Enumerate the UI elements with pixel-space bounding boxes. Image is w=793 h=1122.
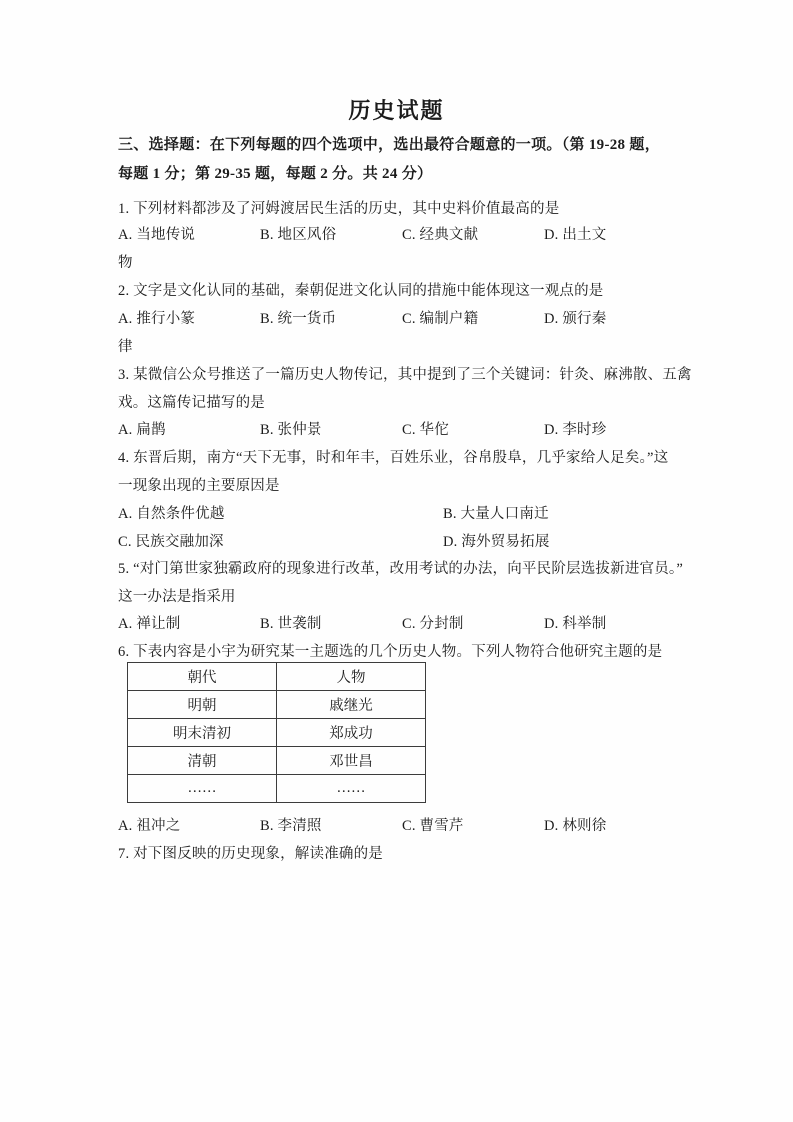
question-2-text: 2. 文字是文化认同的基础，秦朝促进文化认同的措施中能体现这一观点的是 — [118, 283, 604, 299]
question-2-option-b: B. 统一货币 — [260, 311, 337, 327]
table-header-dynasty: 朝代 — [128, 663, 277, 691]
question-4-text-line2: 一现象出现的主要原因是 — [118, 478, 280, 494]
question-4-option-c: C. 民族交融加深 — [118, 534, 224, 550]
question-3-option-a: A. 扁鹊 — [118, 422, 166, 438]
question-6-option-b: B. 李清照 — [260, 818, 322, 834]
question-3-option-d: D. 李时珍 — [544, 422, 607, 438]
table-row — [128, 747, 426, 775]
question-2-option-c: C. 编制户籍 — [402, 311, 479, 327]
question-6-option-d: D. 林则徐 — [544, 818, 607, 834]
section-instructions-line1: 三、选择题：在下列每题的四个选项中，选出最符合题意的一项。（第 19-28 题， — [118, 137, 660, 153]
table-row — [128, 719, 426, 747]
question-2-option-d: D. 颁行秦 — [544, 311, 607, 327]
question-5-option-b: B. 世袭制 — [260, 616, 322, 632]
question-6-option-c: C. 曹雪芹 — [402, 818, 464, 834]
question-2-option-d-wrap: 律 — [118, 339, 133, 355]
question-1-option-d: D. 出土文 — [544, 227, 607, 243]
table-header-row — [128, 663, 426, 691]
question-2-option-a: A. 推行小篆 — [118, 311, 196, 327]
question-4-option-d: D. 海外贸易拓展 — [443, 534, 550, 550]
table-header-person: 人物 — [277, 663, 426, 691]
question-6-option-a: A. 祖冲之 — [118, 818, 181, 834]
question-4-option-b: B. 大量人口南迁 — [443, 506, 549, 522]
question-1-option-d-wrap: 物 — [118, 255, 133, 271]
table-cell-dynasty: …… — [128, 775, 277, 803]
question-3-text-line2: 戏。这篇传记描写的是 — [118, 395, 265, 411]
question-3-text-line1: 3. 某微信公众号推送了一篇历史人物传记，其中提到了三个关键词：针灸、麻沸散、五禽 — [118, 367, 692, 383]
question-6-text: 6. 下表内容是小宇为研究某一主题选的几个历史人物。下列人物符合他研究主题的是 — [118, 644, 663, 660]
table-cell-dynasty: 清朝 — [128, 747, 277, 775]
table-row — [128, 691, 426, 719]
table-cell-dynasty: 明朝 — [128, 691, 277, 719]
question-5-text-line2: 这一办法是指采用 — [118, 589, 236, 605]
table-cell-person: 郑成功 — [277, 719, 426, 747]
question-1-text: 1. 下列材料都涉及了河姆渡居民生活的历史，其中史料价值最高的是 — [118, 201, 560, 217]
question-5-option-d: D. 科举制 — [544, 616, 607, 632]
question-3-option-b: B. 张仲景 — [260, 422, 322, 438]
table-cell-dynasty: 明末清初 — [128, 719, 277, 747]
question-7-text: 7. 对下图反映的历史现象，解读准确的是 — [118, 846, 383, 862]
table-cell-person: 戚继光 — [277, 691, 426, 719]
question-5-option-c: C. 分封制 — [402, 616, 464, 632]
table-cell-person: …… — [277, 775, 426, 803]
question-4-text-line1: 4. 东晋后期，南方“天下无事，时和年丰，百姓乐业，谷帛殷阜，几乎家给人足矣。”这 — [118, 450, 669, 466]
page-title: 历史试题 — [348, 98, 445, 123]
section-instructions-line2: 每题 1 分；第 29-35 题，每题 2 分。共 24 分） — [118, 166, 433, 182]
question-1-option-c: C. 经典文献 — [402, 227, 479, 243]
question-5-text-line1: 5. “对门第世家独霸政府的现象进行改革，改用考试的办法，向平民阶层选拔新进官员。” — [118, 561, 684, 577]
table-row — [128, 775, 426, 803]
table-cell-person: 邓世昌 — [277, 747, 426, 775]
question-5-option-a: A. 禅让制 — [118, 616, 181, 632]
question-4-option-a: A. 自然条件优越 — [118, 506, 225, 522]
question-3-option-c: C. 华佗 — [402, 422, 449, 438]
question-1-option-b: B. 地区风俗 — [260, 227, 337, 243]
question-6-table — [127, 662, 426, 803]
question-1-option-a: A. 当地传说 — [118, 227, 196, 243]
